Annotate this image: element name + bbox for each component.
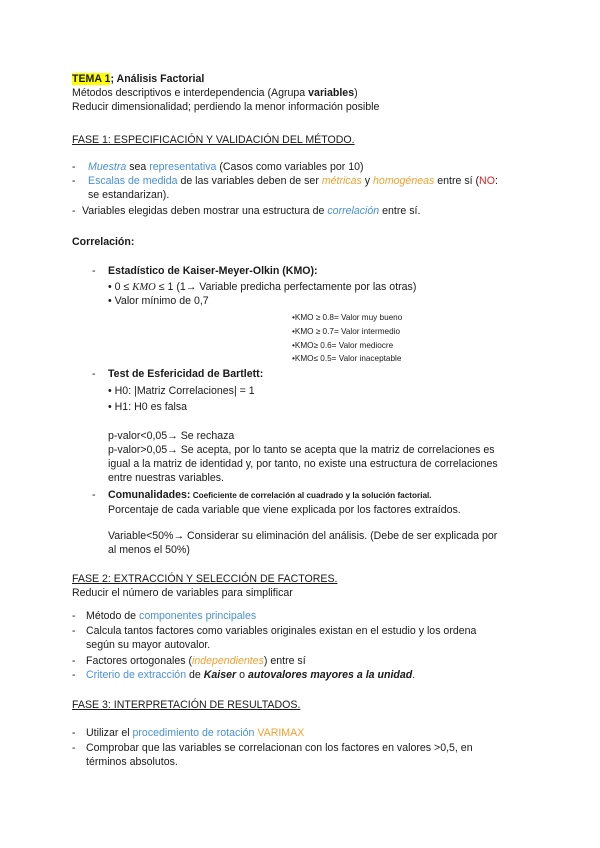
header-line-2: Métodos descriptivos e interdependencia (Agrupa variables) — [72, 87, 358, 99]
kmo-level: •KMO≥ 0.6= Valor mediocre — [292, 341, 394, 350]
dash: - — [72, 610, 76, 622]
kmo-level: •KMO≤ 0.5= Valor inaceptable — [292, 354, 402, 363]
tema-sep: ; — [110, 73, 114, 85]
fase2-bullet-4: Criterio de extracción de Kaiser o autovalores mayores a la unidad. — [86, 669, 416, 681]
fase2-bullet-1: Método de componentes principales — [86, 610, 257, 622]
bartlett-title: Test de Esfericidad de Bartlett: — [108, 368, 264, 380]
bartlett-p1: p-valor<0,05→ Se rechaza — [108, 430, 235, 442]
dash: - — [72, 727, 76, 739]
dash: - — [72, 655, 76, 667]
dash: - — [72, 669, 76, 681]
fase1-bullet-1: Muestra sea representativa (Casos como variables por 10) — [88, 161, 364, 173]
correlacion-heading: Correlación: — [72, 236, 135, 248]
comunalidades-line-1: Comunalidades: Coeficiente de correlación al cuadrado y la solución factorial. — [108, 489, 432, 501]
dash: - — [92, 265, 96, 277]
fase3-bullet-1: Utilizar el procedimiento de rotación VARIMAX — [86, 727, 305, 739]
fase2-title: FASE 2: EXTRACCIÓN Y SELECCIÓN DE FACTORES. — [72, 573, 338, 585]
fase2-intro: Reducir el número de variables para simplificar — [72, 587, 293, 599]
kmo-title: Estadístico de Kaiser-Meyer-Olkin (KMO): — [108, 265, 318, 277]
dash: - — [72, 742, 76, 754]
kmo-point-1: • 0 ≤ KMO ≤ 1 (1→ Variable predicha perfectamente por las otras) — [108, 281, 417, 293]
kmo-point-2: • Valor mínimo de 0,7 — [108, 295, 209, 307]
dash: - — [72, 205, 76, 217]
dash: - — [72, 625, 76, 637]
comunalidades-line-4: al menos el 50%) — [108, 544, 190, 556]
dash: - — [72, 161, 76, 173]
fase3-bullet-2: Comprobar que las variables se correlacionan con los factores en valores >0,5, en — [86, 742, 473, 754]
fase2-bullet-3: Factores ortogonales (independientes) entre sí — [86, 655, 306, 667]
header-line-3: Reducir dimensionalidad; perdiendo la menor información posible — [72, 101, 380, 113]
fase1-bullet-3: Variables elegidas deben mostrar una estructura de correlación entre sí. — [82, 205, 421, 217]
fase3-bullet-2-cont: términos absolutos. — [86, 756, 178, 768]
dash: - — [92, 368, 96, 380]
kmo-level: •KMO ≥ 0.8= Valor muy bueno — [292, 313, 403, 322]
tema-title: Análisis Factorial — [114, 73, 205, 85]
bartlett-p2: p-valor>0,05→ Se acepta, por lo tanto se acepta que la matriz de correlaciones es — [108, 444, 495, 456]
fase3-title: FASE 3: INTERPRETACIÓN DE RESULTADOS. — [72, 699, 301, 711]
fase2-bullet-2-cont: según su mayor autovalor. — [86, 639, 211, 651]
dash: - — [92, 489, 96, 501]
fase1-bullet-2-cont: se estandarizan). — [88, 189, 170, 201]
tema-label: TEMA 1 — [72, 73, 111, 85]
bartlett-h0: • H0: |Matriz Correlaciones| = 1 — [108, 385, 255, 397]
bartlett-h1: • H1: H0 es falsa — [108, 401, 188, 413]
bartlett-p2: entre nuestras variables. — [108, 472, 225, 484]
bartlett-p2: igual a la matriz de identidad y, por tanto, no existe una estructura de correlaciones — [108, 458, 498, 470]
kmo-level: •KMO ≥ 0.7= Valor intermedio — [292, 327, 401, 336]
fase2-bullet-2: Calcula tantos factores como variables originales existan en el estudio y los ordena — [86, 625, 477, 637]
dash: - — [72, 175, 76, 187]
fase1-title: FASE 1: ESPECIFICACIÓN Y VALIDACIÓN DEL MÉTODO. — [72, 134, 355, 146]
tema-title-line — [72, 72, 204, 86]
comunalidades-line-3: Variable<50%→ Considerar su eliminación del análisis. (Debe de ser explicada por — [108, 530, 498, 542]
fase1-bullet-2: Escalas de medida de las variables deben de ser métricas y homogéneas entre sí (NO: — [88, 175, 498, 187]
comunalidades-line-2: Porcentaje de cada variable que viene explicada por los factores extraídos. — [108, 504, 461, 516]
